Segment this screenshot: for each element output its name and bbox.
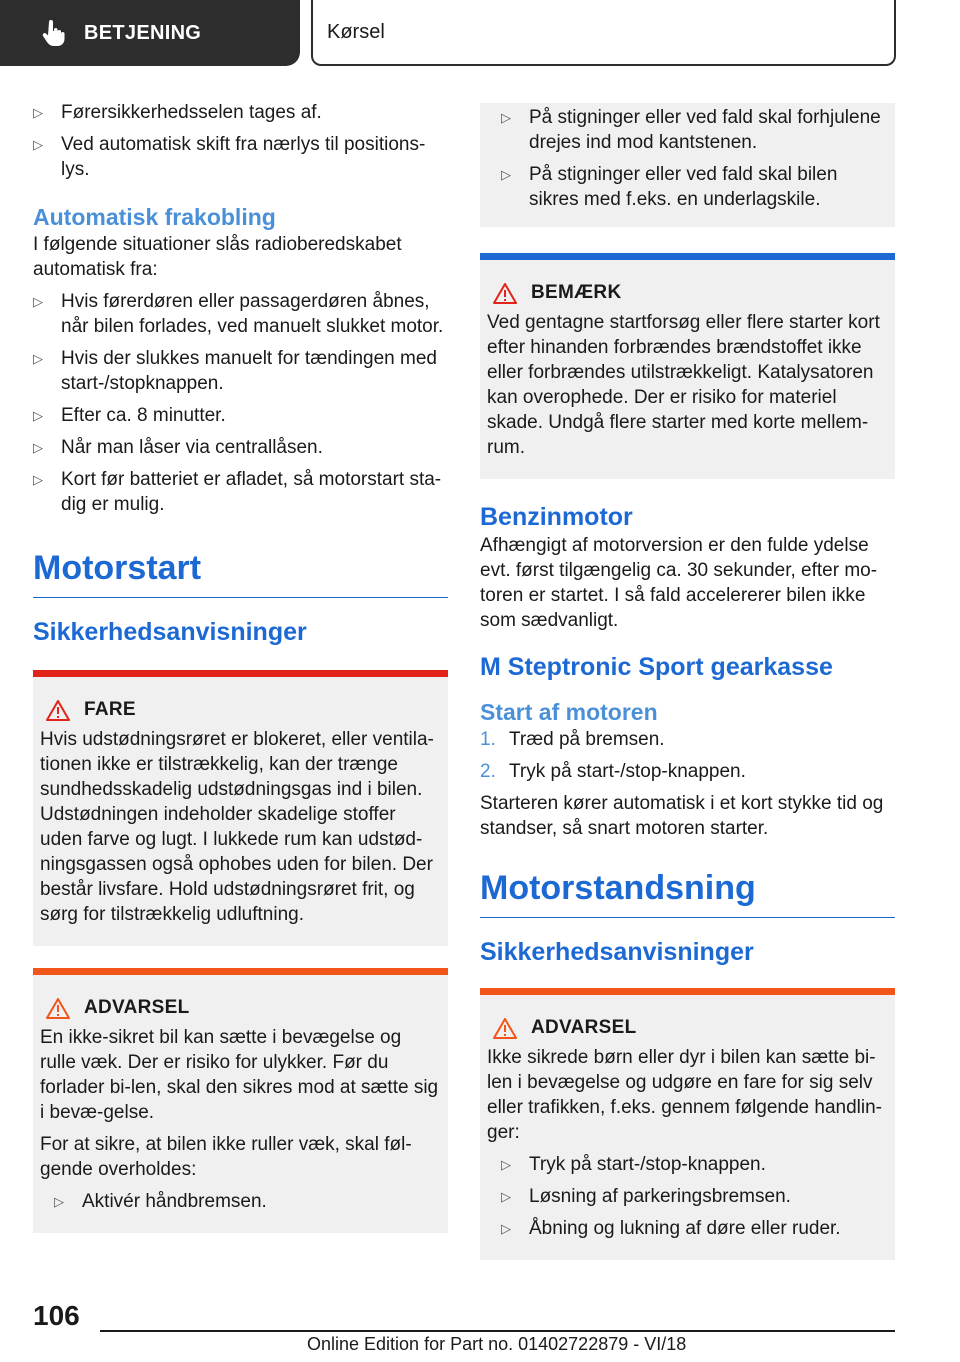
triangle-bullet-icon: ▷: [33, 294, 43, 309]
warning-title: ADVARSEL: [531, 1017, 637, 1038]
continuation-bullet-list: [501, 105, 888, 212]
triangle-bullet-icon: ▷: [33, 408, 43, 423]
triangle-bullet-icon: ▷: [501, 167, 511, 182]
triangle-bullet-icon: ▷: [501, 110, 511, 125]
list-item: ▷ Åbning og lukning af døre eller ruder.: [501, 1218, 841, 1239]
list-item: ▷ Hvis der slukkes manuelt for tændingen med start-/stopknappen.: [33, 348, 437, 394]
right-column: [480, 103, 895, 1260]
list-item: ▷ Ved automatisk skift fra nærlys til positions-lys.: [33, 134, 426, 180]
note-text: Ved gentagne startforsøg eller flere starter kort efter hinanden forbrændes brændstoffet ikke eller forbrændes utilstrækkeligt. Katalysatoren kan overophede. Der er risiko for materiel skade. Undgå flere starter med korte mellem-rum.: [487, 312, 880, 458]
danger-title: FARE: [84, 699, 136, 720]
page-number: 106: [33, 1300, 80, 1331]
auto-shutdown-heading: Automatisk frakobling: [33, 204, 276, 230]
pointing-hand-icon: [40, 20, 66, 46]
footer-divider: [100, 1330, 895, 1332]
list-item: ▷ Tryk på start-/stop-knappen.: [501, 1154, 766, 1175]
list-item: ▷ Når man låser via centrallåsen.: [33, 437, 323, 458]
page-header: [0, 0, 960, 66]
auto-shutdown-text: I følgende situationer slås radioberedskabet automatisk fra:: [33, 234, 402, 280]
warning-bullet-list: [501, 1152, 888, 1241]
warning-box: [33, 968, 448, 1233]
warning-text: Ikke sikrede børn eller dyr i bilen kan sætte bi-len i bevægelse og udgøre en fare for sig selv eller trafikken, f.eks. gennem følgende handlin-ger:: [487, 1047, 882, 1143]
triangle-bullet-icon: ▷: [33, 351, 43, 366]
intro-bullet-list: [33, 100, 448, 182]
petrol-engine-text: Afhængigt af motorversion er den fulde ydelse evt. først tilgængelig ca. 30 sekunder, efter mo-toren er startet. I så fald accelererer bilen ikke som sædvanligt.: [480, 535, 878, 631]
list-item: 1. Træd på bremsen.: [480, 729, 665, 750]
safety-heading: Sikkerhedsanvisninger: [33, 618, 307, 646]
auto-shutdown-list: [33, 289, 448, 517]
list-item: ▷ Efter ca. 8 minutter.: [33, 405, 226, 426]
triangle-bullet-icon: ▷: [33, 440, 43, 455]
gearbox-heading: M Steptronic Sport gearkasse: [480, 653, 833, 681]
triangle-bullet-icon: ▷: [33, 105, 43, 120]
chapter-title-engine-stop: Motorstandsning: [480, 867, 895, 918]
triangle-bullet-icon: ▷: [501, 1221, 511, 1236]
warning-text: For at sikre, at bilen ikke ruller væk, skal føl-gende overholdes:: [40, 1134, 412, 1180]
triangle-bullet-icon: ▷: [33, 137, 43, 152]
list-item: ▷ Hvis førerdøren eller passagerdøren åbnes, når bilen forlades, ved manuelt slukket motor.: [33, 291, 444, 337]
petrol-engine-heading: Benzinmotor: [480, 503, 633, 531]
warning-box: [480, 988, 895, 1260]
list-item: ▷ På stigninger eller ved fald skal bilen sikres med f.eks. en underlagskile.: [501, 164, 838, 210]
chapter-tab-label: Kørsel: [327, 20, 385, 43]
warning-continuation-box: [480, 103, 895, 227]
warning-triangle-icon: [46, 998, 70, 1019]
note-title: BEMÆRK: [531, 282, 622, 303]
list-item: ▷ Kort før batteriet er afladet, så motorstart sta-dig er mulig.: [33, 469, 442, 515]
warning-title: ADVARSEL: [84, 997, 190, 1018]
start-engine-heading: Start af motoren: [480, 699, 658, 725]
danger-text: Hvis udstødningsrøret er blokeret, eller ventila-tionen ikke er tilstrækkelig, kan der trænge sundhedsskadelig udstødningsgas ind i bilen. Udstødningen indeholder skadelige stoffer uden farve og lugt. I lukkede rum kan udstød-ningsgassen også ophobes uden for bilen. Der består livsfare. Hold udstødningsrøret frit, og sørg for tilstrækkelig udluftning.: [40, 729, 434, 925]
triangle-bullet-icon: ▷: [33, 472, 43, 487]
note-box: [480, 253, 895, 479]
triangle-bullet-icon: ▷: [54, 1194, 64, 1209]
chapter-tab[interactable]: [311, 0, 896, 66]
left-column: [33, 100, 448, 1233]
triangle-bullet-icon: ▷: [501, 1189, 511, 1204]
warning-bullet-list: [54, 1189, 441, 1214]
list-item: ▷ Løsning af parkeringsbremsen.: [501, 1186, 791, 1207]
triangle-bullet-icon: ▷: [501, 1157, 511, 1172]
list-item: ▷ På stigninger eller ved fald skal forhjulene drejes ind mod kantstenen.: [501, 107, 881, 153]
list-item: ▷ Førersikkerhedsselen tages af.: [33, 102, 322, 123]
section-tab-label: BETJENING: [84, 21, 202, 44]
chapter-title-engine-start: Motorstart: [33, 547, 448, 598]
start-engine-text: Starteren kører automatisk i et kort stykke tid og standser, så snart motoren starter.: [480, 793, 884, 839]
list-item: 2. Tryk på start-/stop-knappen.: [480, 761, 746, 782]
warning-triangle-icon: [493, 1018, 517, 1039]
edition-note: Online Edition for Part no. 01402722879 - VI/18: [307, 1334, 687, 1354]
section-tab[interactable]: [0, 0, 300, 66]
warning-triangle-icon: [493, 283, 517, 304]
safety-heading: Sikkerhedsanvisninger: [480, 938, 754, 966]
start-steps-list: [480, 727, 895, 784]
list-item: ▷ Aktivér håndbremsen.: [54, 1191, 267, 1212]
warning-text: En ikke-sikret bil kan sætte i bevægelse og rulle væk. Der er risiko for ulykker. Før du forlader bi-len, skal den sikres mod at sætte sig i bevæ-gelse.: [40, 1027, 439, 1123]
warning-triangle-icon: [46, 700, 70, 721]
danger-box: [33, 670, 448, 946]
